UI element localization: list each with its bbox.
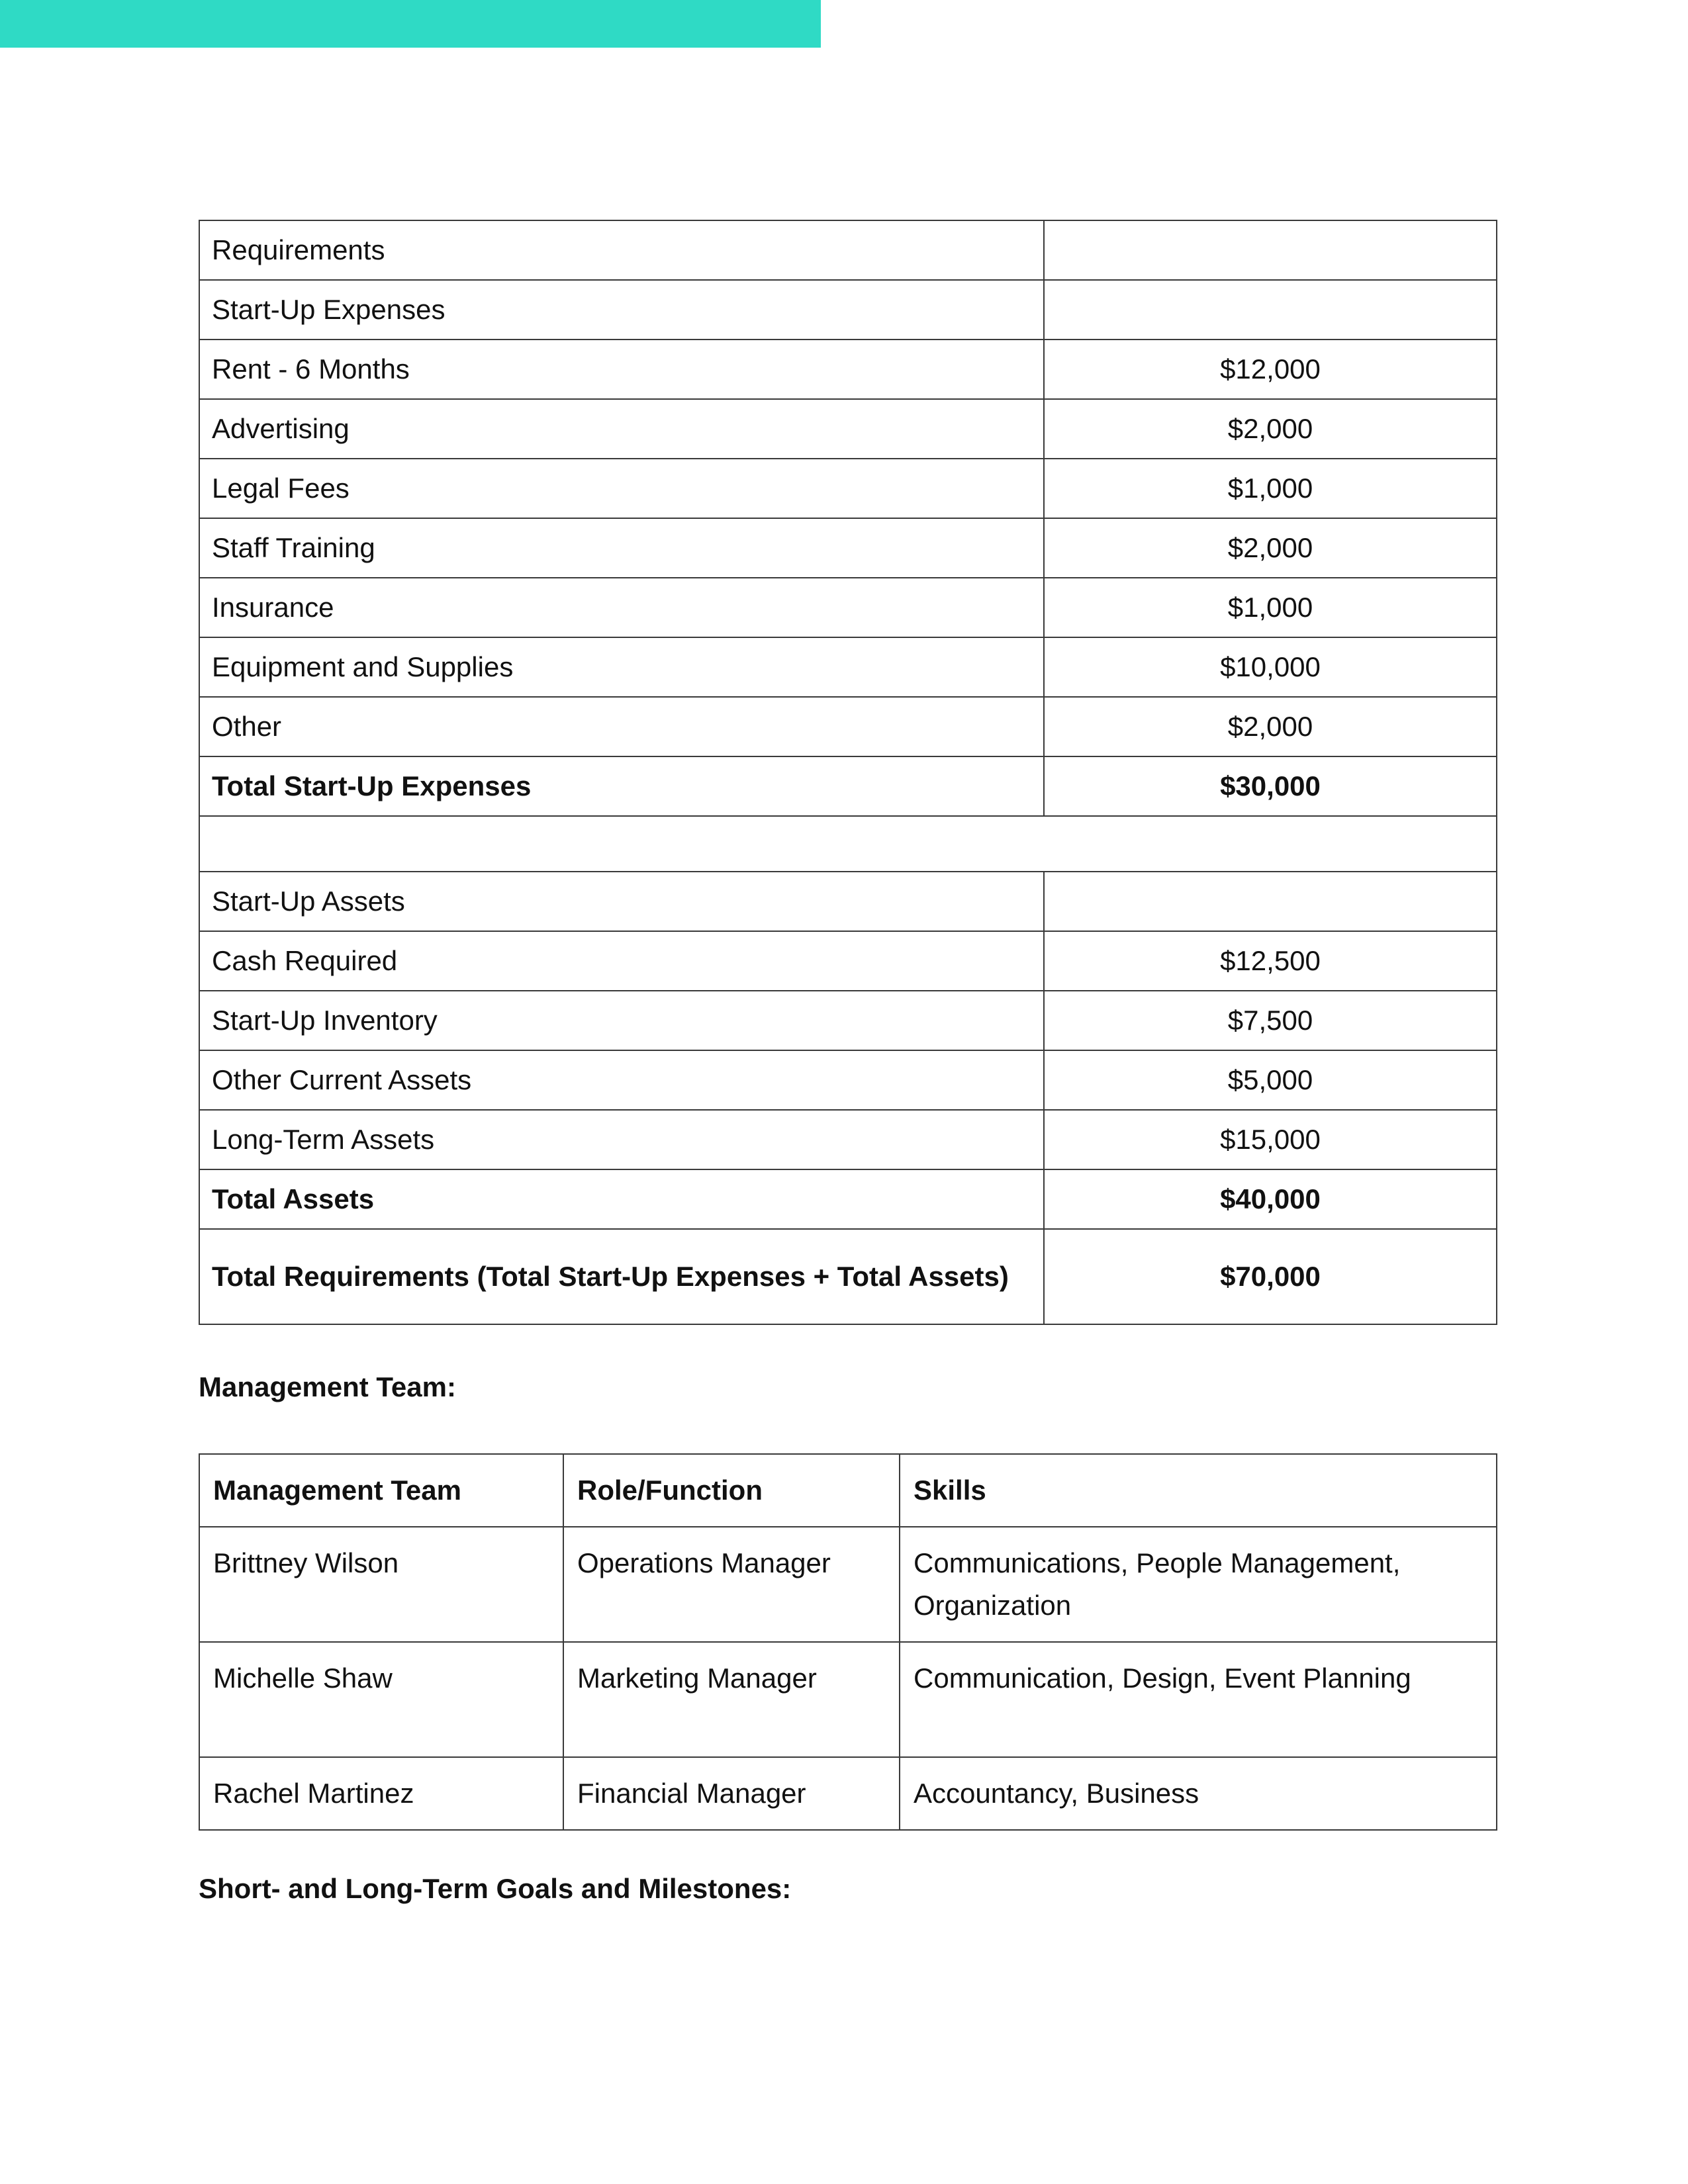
total-row [199, 756, 1497, 816]
table-row [199, 1527, 1497, 1642]
member-role: Marketing Manager [563, 1642, 900, 1757]
table-row [199, 1050, 1497, 1110]
row-label: Long-Term Assets [199, 1110, 1044, 1169]
row-value: $12,000 [1044, 340, 1497, 399]
row-label: Other Current Assets [199, 1050, 1044, 1110]
row-label: Insurance [199, 578, 1044, 637]
row-value [1044, 872, 1497, 931]
table-row [199, 697, 1497, 756]
goals-milestones-heading: Short- and Long-Term Goals and Milestones: [199, 1873, 792, 1904]
member-skills: Communication, Design, Event Planning [900, 1642, 1497, 1757]
row-label: Cash Required [199, 931, 1044, 991]
row-label: Start-Up Inventory [199, 991, 1044, 1050]
row-value: $15,000 [1044, 1110, 1497, 1169]
column-header-skills: Skills [900, 1454, 1497, 1527]
row-label: Start-Up Assets [199, 872, 1044, 931]
table-row [199, 991, 1497, 1050]
table-row [199, 518, 1497, 578]
column-header-management-team: Management Team [199, 1454, 563, 1527]
row-value: $5,000 [1044, 1050, 1497, 1110]
table-row [199, 1642, 1497, 1757]
member-role: Operations Manager [563, 1527, 900, 1642]
row-label: Start-Up Expenses [199, 280, 1044, 340]
row-label: Staff Training [199, 518, 1044, 578]
row-value [1044, 280, 1497, 340]
column-header-role: Role/Function [563, 1454, 900, 1527]
total-assets-label: Total Assets [199, 1169, 1044, 1229]
total-assets-value: $40,000 [1044, 1169, 1497, 1229]
table-row [199, 459, 1497, 518]
member-name: Michelle Shaw [199, 1642, 563, 1757]
total-startup-expenses-value: $30,000 [1044, 756, 1497, 816]
table-row [199, 872, 1497, 931]
row-label: Legal Fees [199, 459, 1044, 518]
row-label: Other [199, 697, 1044, 756]
table-row [199, 280, 1497, 340]
row-value: $1,000 [1044, 459, 1497, 518]
row-value: $1,000 [1044, 578, 1497, 637]
row-value: $2,000 [1044, 399, 1497, 459]
total-row [199, 1169, 1497, 1229]
total-startup-expenses-label: Total Start-Up Expenses [199, 756, 1044, 816]
table-row [199, 637, 1497, 697]
row-value: $2,000 [1044, 518, 1497, 578]
total-requirements-label: Total Requirements (Total Start-Up Expenses + Total Assets) [199, 1229, 1044, 1324]
row-value: $2,000 [1044, 697, 1497, 756]
row-value: $12,500 [1044, 931, 1497, 991]
table-row [199, 220, 1497, 280]
table-row [199, 1757, 1497, 1830]
member-name: Rachel Martinez [199, 1757, 563, 1830]
table-row [199, 399, 1497, 459]
row-label: Equipment and Supplies [199, 637, 1044, 697]
member-skills: Communications, People Management, Organization [900, 1527, 1497, 1642]
member-skills: Accountancy, Business [900, 1757, 1497, 1830]
row-value: $10,000 [1044, 637, 1497, 697]
management-team-table [199, 1453, 1497, 1831]
row-label: Rent - 6 Months [199, 340, 1044, 399]
table-header-row [199, 1454, 1497, 1527]
total-requirements-value: $70,000 [1044, 1229, 1497, 1324]
startup-requirements-table [199, 220, 1497, 1325]
management-team-heading: Management Team: [199, 1371, 456, 1402]
empty-cell [199, 816, 1497, 872]
table-row [199, 1110, 1497, 1169]
member-name: Brittney Wilson [199, 1527, 563, 1642]
member-role: Financial Manager [563, 1757, 900, 1830]
row-value [1044, 220, 1497, 280]
row-value: $7,500 [1044, 991, 1497, 1050]
row-label: Requirements [199, 220, 1044, 280]
header-accent-bar [0, 0, 821, 48]
table-row [199, 578, 1497, 637]
table-row [199, 931, 1497, 991]
table-row [199, 340, 1497, 399]
row-label: Advertising [199, 399, 1044, 459]
spacer-row [199, 816, 1497, 872]
grand-total-row [199, 1229, 1497, 1324]
